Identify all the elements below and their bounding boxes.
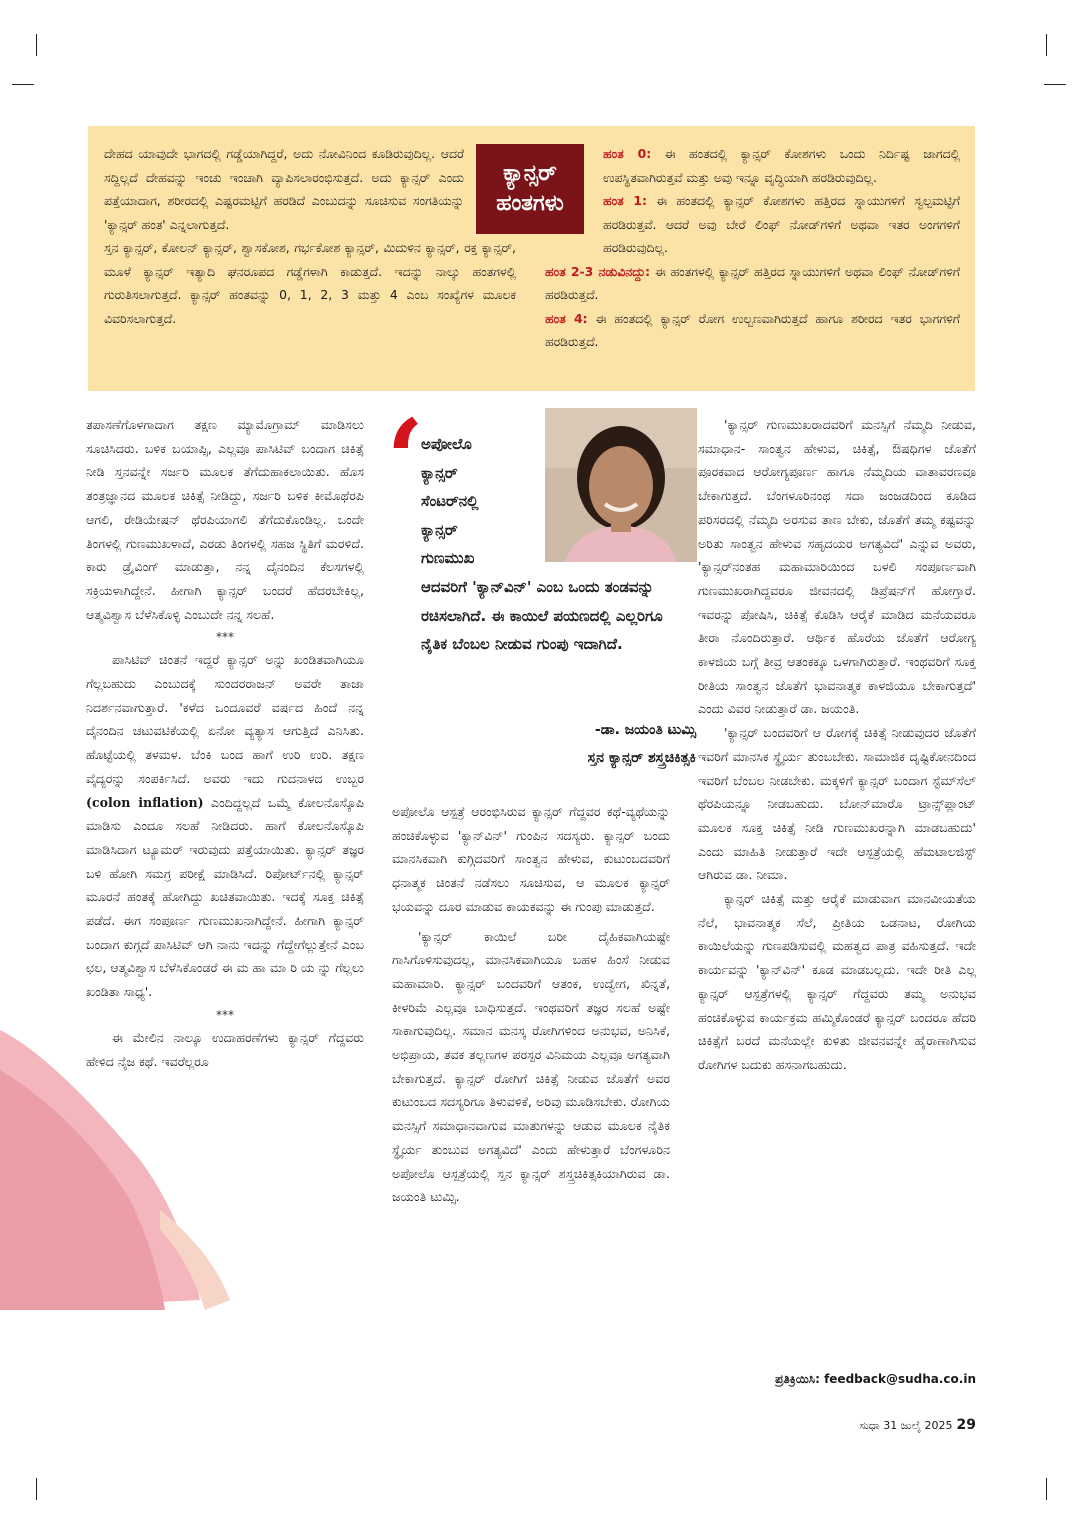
section-separator: *** (216, 1007, 234, 1022)
col3-para2: 'ಕ್ಯಾನ್ಸರ್ ಬಂದವರಿಗೆ ಆ ರೋಗಕ್ಕೆ ಚಿಕಿತ್ಸೆ ನೀಡುವುದರ ಜೊತೆಗೆ ಇವರಿಗೆ ಮಾನಸಿಕ ಸ್ಥೈರ್ಯ ತುಂಬಬೇಕು. ಸಾಮಾಜಿಕ ದೃಷ್ಟಿಕೋನದಿಂದ ಇವರಿಗೆ ಬೆಂಬಲ ನೀಡಬೇಕು. ಮಕ್ಕಳಿಗೆ ಕ್ಯಾನ್ಸರ್ ಬಂದಾಗ ಸ್ಟೆಮ್‌ಸೆಲ್ ಥೆರಪಿಯನ್ನೂ ನೀಡಬಹುದು. ಬೋನ್‌ಮಾರೊ ಟ್ರಾನ್ಸ್‌ಪ್ಲಾಂಟ್ ಮೂಲಕ ಸೂಕ್ತ ಚಿಕಿತ್ಸೆ ನೀಡಿ ಗುಣಮುಖರನ್ನಾಗಿ ಮಾಡಬಹುದು' ಎಂದು ಮಾಹಿತಿ ನೀಡುತ್ತಾರೆ ಇದೇ ಆಸ್ಪತ್ರೆಯಲ್ಲಿ ಹೆಮಟಾಲಜಿಸ್ಟ್ ಆಗಿರುವ ಡಾ. ನೀಮಾ. (698, 725, 976, 883)
stage-4-label: ಹಂತ 4: (545, 310, 588, 326)
crop-mark (1046, 1478, 1047, 1500)
quote-line: ಕ್ಯಾನ್ಸರ್ (421, 463, 458, 482)
quote-line: ಕ್ಯಾನ್ಸರ್ (421, 520, 458, 539)
page-number: 29 (956, 1417, 976, 1433)
page-folio (830, 1417, 976, 1433)
col1-para1: ತಪಾಸಣೆಗೊಳಗಾದಾಗ ತಕ್ಷಣ ಮ್ಯಾಮೊಗ್ರಾಮ್ ಮಾಡಿಸಲು ಸೂಚಿಸಿದರು. ಬಳಿಕ ಬಯಾಪ್ಸಿ, ಎಲ್ಲವೂ ಪಾಸಿಟಿವ್ ಬಂದಾಗ ಚಿಕಿತ್ಸೆ ನೀಡಿ ಸ್ತನವನ್ನೇ ಸರ್ಜರಿ ಮೂಲಕ ತೆಗೆದುಹಾಕಲಾಯಿತು. ಹೊಸ ತಂತ್ರಜ್ಞಾನದ ಮೂಲಕ ಚಿಕಿತ್ಸೆ ನೀಡಿದ್ದು, ಸರ್ಜರಿ ಬಳಿಕ ಕೀಮೊಥೆರಪಿ ಆಗಲಿ, ರೇಡಿಯೇಷನ್ ಥೆರಪಿಯಾಗಲಿ ತೆಗೆದುಕೊಂಡಿಲ್ಲ. ಒಂದೇ ತಿಂಗಳಲ್ಲಿ ಗುಣಮುಖಳಾದೆ, ಎರಡು ತಿಂಗಳಲ್ಲಿ ಸಹಜ ಸ್ಥಿತಿಗೆ ಮರಳಿದೆ. ಕಾರು ಡ್ರೈವಿಂಗ್ ಮಾಡುತ್ತಾ, ನನ್ನ ದೈನಂದಿನ ಕೆಲಸಗಳಲ್ಲಿ ಸಕ್ರಿಯಳಾಗಿದ್ದೇನೆ. ಹೀಗಾಗಿ ಕ್ಯಾನ್ಸರ್ ಬಂದರೆ ಹೆದರಬೇಕಿಲ್ಲ, ಆತ್ಮವಿಶ್ವಾಸ ಬೆಳೆಸಿಕೊಳ್ಳಿ ಎಂಬುದೇ ನನ್ನ ಸಲಹೆ. (86, 417, 364, 622)
stages-list (545, 142, 960, 354)
col1-para3: ಈ ಮೇಲಿನ ನಾಲ್ಕೂ ಉದಾಹರಣೆಗಳು ಕ್ಯಾನ್ಸರ್ ಗೆದ್ದವರು ಹೇಳಿದ ನೈಜ ಕಥೆ. ಇವರೆಲ್ಲರೂ (86, 1029, 364, 1069)
stage-1 (603, 189, 960, 260)
stage-4-text: ಈ ಹಂತದಲ್ಲಿ ಕ್ಯಾನ್ಸರ್ ರೋಗ ಉಲ್ಬಣವಾಗಿರುತ್ತದೆ ಹಾಗೂ ಶರೀರದ ಇತರ ಭಾಗಗಳಿಗೆ ಹರಡಿರುತ್ತದೆ. (545, 310, 960, 349)
crop-mark (12, 84, 34, 85)
stage-0-text: ಈ ಹಂತದಲ್ಲಿ ಕ್ಯಾನ್ಸರ್ ಕೋಶಗಳು ಒಂದು ನಿರ್ದಿಷ್ಟ ಜಾಗದಲ್ಲಿ ಉಪಸ್ಥಿತವಾಗಿರುತ್ತವೆ ಮತ್ತು ಅವು ಇನ್ನೂ ವೃದ್ಧಿಯಾಗಿ ಹರಡಿರುವುದಿಲ್ಲ. (603, 146, 960, 185)
col2-para2: 'ಕ್ಯಾನ್ಸರ್ ಕಾಯಿಲೆ ಬರೀ ದೈಹಿಕವಾಗಿಯಷ್ಟೇ ಗಾಸಿಗೊಳಿಸುವುದಲ್ಲ, ಮಾನಸಿಕವಾಗಿಯೂ ಬಹಳ ಹಿಂಸೆ ನೀಡುವ ಮಹಾಮಾರಿ. ಕ್ಯಾನ್ಸರ್ ಬಂದವರಿಗೆ ಆತಂಕ, ಉದ್ವೇಗ, ಖಿನ್ನತೆ, ಕೀಳರಿಮೆ ಎಲ್ಲವೂ ಬಾಧಿಸುತ್ತದೆ. ಇಂಥವರಿಗೆ ತಜ್ಞರ ಸಲಹೆ ಅಷ್ಟೇ ಸಾಕಾಗುವುದಿಲ್ಲ. ಸಮಾನ ಮನಸ್ಕ ರೋಗಿಗಳಿಂದ ಅನುಭವ, ಅನಿಸಿಕೆ, ಅಭಿಪ್ರಾಯ, ತವಕ ತಲ್ಲಣಗಳ ಪರಸ್ಪರ ವಿನಿಮಯ ಎಲ್ಲವೂ ಅಗತ್ಯವಾಗಿ ಬೇಕಾಗುತ್ತದೆ. ಕ್ಯಾನ್ಸರ್ ರೋಗಿಗೆ ಚಿಕಿತ್ಸೆ ನೀಡುವ ಜೊತೆಗೆ ಅವರ ಕುಟುಂಬದ ಸದಸ್ಯರಿಗೂ ತಿಳುವಳಿಕೆ, ಅರಿವು ಮೂಡಿಸಬೇಕು. ರೋಗಿಯ ಮನಸ್ಸಿಗೆ ಸಮಾಧಾನವಾಗುವ ಮಾತುಗಳನ್ನು ಆಡುವ ಮೂಲಕ ನೈತಿಕ ಸ್ಥೈರ್ಯ ತುಂಬುವ ಅಗತ್ಯವಿದೆ' ಎಂದು ಹೇಳುತ್ತಾರೆ ಬೆಂಗಳೂರಿನ ಅಪೋಲೊ ಆಸ್ಪತ್ರೆಯಲ್ಲಿ ಸ್ತನ ಕ್ಯಾನ್ಸರ್ ಶಸ್ತ್ರಚಿಕಿತ್ಸಕಿಯಾಗಿರುವ ಡಾ. ಜಯಂತಿ ಟುಮ್ಸಿ. (392, 928, 670, 1205)
crop-mark (1046, 34, 1047, 56)
doctor-portrait-photo (545, 408, 697, 562)
quote-line: ಸೆಂಟರ್‌ನಲ್ಲಿ (421, 492, 479, 510)
stage-0 (603, 142, 960, 189)
col1-para2b: ಎಂದಿದ್ದಲ್ಲದೆ ಒಮ್ಮೆ ಕೋಲನೊಸ್ಕೊಪಿ ಮಾಡಿಸು ಎಂದೂ ಸಲಹೆ ನೀಡಿದರು. ಹಾಗೆ ಕೋಲನೊಸ್ಕೊಪಿ ಮಾಡಿಸಿದಾಗ ಟ್ಯೂಮರ್ ಇರುವುದು ಪತ್ತೆಯಾಯಿತು. ಕ್ಯಾನ್ಸರ್ ತಜ್ಞರ ಬಳಿ ಹೋಗಿ ಸಮಗ್ರ ಪರೀಕ್ಷೆ ಮಾಡಿಸಿದೆ. ರಿಪೋರ್ಟ್‌ನಲ್ಲಿ ಕ್ಯಾನ್ಸರ್ ಮೂರನೆ ಹಂತಕ್ಕೆ ಹೋಗಿದ್ದು ಖಚಿತವಾಯಿತು. ಇದಕ್ಕೆ ಸೂಕ್ತ ಚಿಕಿತ್ಸೆ ಪಡೆದೆ. ಈಗ ಸಂಪೂರ್ಣ ಗುಣಮುಖನಾಗಿದ್ದೇನೆ. ಹೀಗಾಗಿ ಕ್ಯಾನ್ಸರ್ ಬಂದಾಗ ಕುಗ್ಗದೆ ಪಾಸಿಟಿವ್ ಆಗಿ ನಾನು ಇದನ್ನು ಗೆದ್ದೇಗೆಲ್ಲುತ್ತೇನೆ ಎಂಬ ಛಲ, ಆತ್ಮವಿಶ್ವಾಸ ಬೆಳೆಸಿಕೊಂಡರೆ ಈ ಮ ಹಾ ಮಾ ರಿ ಯ ನ್ನು ಗೆಲ್ಲಲು ಖಂಡಿತಾ ಸಾಧ್ಯ'. (86, 794, 364, 1000)
quote-line: ಗುಣಮುಖ (421, 549, 475, 567)
crop-mark (1044, 84, 1066, 85)
stages-intro-para1: ದೇಹದ ಯಾವುದೇ ಭಾಗದಲ್ಲಿ ಗಡ್ಡೆಯಾಗಿದ್ದರೆ, ಅದು ನೋವಿನಿಂದ ಕೂಡಿರುವುದಿಲ್ಲ. ಆದರೆ ಸದ್ದಿಲ್ಲದೆ ದೇಹವನ್ನು ಇಂಚು ಇಂಚಾಗಿ ವ್ಯಾಪಿಸಲಾರಂಭಿಸುತ್ತದೆ. ಅದು ಕ್ಯಾನ್ಸರ್ ಎಂದು ಪತ್ತೆಯಾದಾಗ, ಶರೀರದಲ್ಲಿ ಎಷ್ಟರಮಟ್ಟಿಗೆ ಹರಡಿದೆ ಎಂಬುದನ್ನು ಸೂಚಿಸುವ ಸಂಗತಿಯನ್ನು 'ಕ್ಯಾನ್ಸರ್ ಹಂತ' ಎನ್ನಲಾಗುತ್ತದೆ. (104, 146, 464, 232)
feedback-line: ಪ್ರತಿಕ್ರಿಯಿಸಿ: feedback@sudha.co.in (775, 1372, 976, 1386)
col3-para1: 'ಕ್ಯಾನ್ಸರ್ ಗುಣಮುಖರಾದವರಿಗೆ ಮನಸ್ಸಿಗೆ ನೆಮ್ಮದಿ ನೀಡುವ, ಸಮಾಧಾನ- ಸಾಂತ್ವನ ಹೇಳುವ, ಚಿಕಿತ್ಸೆ, ಔಷಧಿಗಳ ಜೊತೆಗೆ ಪೂರಕವಾದ ಆರೋಗ್ಯಪೂರ್ಣ ಹಾಗೂ ನೆಮ್ಮದಿಯ ವಾತಾವರಣವೂ ಬೇಕಾಗುತ್ತದೆ. ಬೆಂಗಳೂರಿನಂಥ ಸದಾ ಜಂಜಡದಿಂದ ಕೂಡಿದ ಪರಿಸರದಲ್ಲಿ ನೆಮ್ಮದಿ ಅರಸುವ ತಾಣ ಬೇಕು, ಜೊತೆಗೆ ತಮ್ಮ ಕಷ್ಟವನ್ನು ಅರಿತು ಸಾಂತ್ವನ ಹೇಳುವ ಸಹೃದಯರ ಅಗತ್ಯವಿದೆ' ಎನ್ನುವ ಅವರು, 'ಕ್ಯಾನ್ಸರ್‌ನಂತಹ ಮಹಾಮಾರಿಯಿಂದ ಬಳಲಿ ಸಂಪೂರ್ಣವಾಗಿ ಗುಣಮುಖರಾಗಿದ್ದವರೂ ಜೀವನದಲ್ಲಿ ಡಿಪ್ರೆಷನ್‌ಗೆ ಹೋಗ್ತಾರೆ. ಇವರನ್ನು ಪೋಷಿಸಿ, ಚಿಕಿತ್ಸೆ ಕೊಡಿಸಿ ಆರೈಕೆ ಮಾಡಿದ ಮನೆಯವರೂ ತೀರಾ ನೊಂದಿರುತ್ತಾರೆ. ಆರ್ಥಿಕ ಹೊರೆಯ ಜೊತೆಗೆ ಆರೋಗ್ಯ ಕಾಳಜಿಯ ಬಗ್ಗೆ ತೀವ್ರ ಆತಂಕಕ್ಕೂ ಒಳಗಾಗಿರುತ್ತಾರೆ. ಇಂಥವರಿಗೆ ಸೂಕ್ತ ರೀತಿಯ ಸಾಂತ್ವನ ಜೊತೆಗೆ ಭಾವನಾತ್ಮಕ ಕಾಳಜಿಯೂ ಬೇಕಾಗುತ್ತದೆ' ಎಂದು ವಿವರ ನೀಡುತ್ತಾರೆ ಡಾ. ಜಯಂತಿ. (698, 417, 976, 717)
col2-para1: ಅಪೋಲೊ ಆಸ್ಪತ್ರೆ ಆರಂಭಿಸಿರುವ ಕ್ಯಾನ್ಸರ್ ಗೆದ್ದವರ ಕಥೆ-ವ್ಯಥೆಯನ್ನು ಹಂಚಿಕೊಳ್ಳುವ 'ಕ್ಯಾನ್‌ವಿನ್' ಗುಂಪಿನ ಸದಸ್ಯರು. ಕ್ಯಾನ್ಸರ್ ಬಂದು ಮಾನಸಿಕವಾಗಿ ಕುಗ್ಗಿದವರಿಗೆ ಸಾಂತ್ವನ ಹೇಳುವ, ಕುಟುಂಬದವರಿಗೆ ಧನಾತ್ಮಕ ಚಿಂತನೆ ನಡೆಸಲು ಸೂಚಿಸುವ, ಆ ಮೂಲಕ ಕ್ಯಾನ್ಸರ್ ಭಯವನ್ನು ದೂರ ಮಾಡುವ ಕಾಯಕವನ್ನು ಈ ಗುಂಪು ಮಾಡುತ್ತದೆ. (392, 804, 670, 914)
stages-title-line2: ಹಂತಗಳು (496, 191, 564, 216)
col1-para2 (86, 648, 364, 1004)
quote-author-title: ಸ್ತನ ಕ್ಯಾನ್ಸರ್ ಶಸ್ತ್ರಚಿಕಿತ್ಸಕಿ (587, 750, 696, 766)
col3-para3: ಕ್ಯಾನ್ಸರ್ ಚಿಕಿತ್ಸೆ ಮತ್ತು ಆರೈಕೆ ಮಾಡುವಾಗ ಮಾನವೀಯತೆಯ ನೆಲೆ, ಭಾವನಾತ್ಮಕ ಸೆಲೆ, ಪ್ರೀತಿಯ ಒಡನಾಟ, ರೋಗಿಯ ಕಾಯಿಲೆಯನ್ನು ಗುಣಪಡಿಸುವಲ್ಲಿ ಮಹತ್ವದ ಪಾತ್ರ ವಹಿಸುತ್ತದೆ. ಇದೇ ಕಾರ್ಯವನ್ನು 'ಕ್ಯಾನ್‌ವಿನ್' ಕೂಡ ಮಾಡಬಲ್ಲದು. ಇದೇ ರೀತಿ ಎಲ್ಲ ಕ್ಯಾನ್ಸರ್ ಆಸ್ಪತ್ರೆಗಳಲ್ಲಿ ಕ್ಯಾನ್ಸರ್ ಗೆದ್ದವರು ತಮ್ಮ ಅನುಭವ ಹಂಚಿಕೊಳ್ಳುವ ಕಾರ್ಯಕ್ರಮ ಹಮ್ಮಿಕೊಂಡರೆ ಕ್ಯಾನ್ಸರ್ ಬಂದರೂ ಹೆದರಿ ಚಿಕಿತ್ಸೆಗೆ ಬರದೆ ಮನೆಯಲ್ಲೇ ಕುಳಿತು ಜೀವನವನ್ನೇ ಹೈರಾಣಾಗಿಸುವ ರೋಗಿಗಳ ಬದುಕು ಹಸನಾಗಬಹುದು. (698, 891, 976, 1072)
stages-title-line1: ಕ್ಯಾನ್ಸರ್ (503, 161, 557, 186)
col1-para2a: ಪಾಸಿಟಿವ್ ಚಿಂತನೆ ಇದ್ದರೆ ಕ್ಯಾನ್ಸರ್ ಅನ್ನು ಖಂಡಿತವಾಗಿಯೂ ಗೆಲ್ಲಬಹುದು ಎಂಬುದಕ್ಕೆ ಸುಂದರರಾಜನ್ ಅವರೇ ತಾಜಾ ನಿದರ್ಶನವಾಗುತ್ತಾರೆ. 'ಕಳೆದ ಒಂದೂವರೆ ವರ್ಷದ ಹಿಂದೆ ನನ್ನ ದೈನಂದಿನ ಚಟುವಟಿಕೆಯಲ್ಲಿ ಏನೋ ವ್ಯತ್ಯಾಸ ಆಗುತ್ತಿದೆ ಎನಿಸಿತು. ಹೊಟ್ಟೆಯಲ್ಲಿ ತಳಮಳ. ಬೆಂಕಿ ಬಂದ ಹಾಗೆ ಉರಿ ಉರಿ. ತಕ್ಷಣ ವೈದ್ಯರನ್ನು ಸಂಪರ್ಕಿಸಿದೆ. ಅವರು ಇದು ಗುದನಾಳದ ಉಬ್ಬರ (86, 652, 364, 786)
folio-text: ಸುಧಾ 31 ಜುಲೈ 2025 (859, 1419, 953, 1432)
article-column-2 (392, 800, 670, 1209)
stage-2-3 (545, 260, 960, 307)
quote-attribution (500, 716, 696, 772)
col1-colon-english: (colon inflation) (86, 794, 204, 810)
section-separator: *** (216, 630, 234, 645)
stage-4 (545, 307, 960, 354)
crop-mark (36, 34, 37, 56)
stage-1-text: ಈ ಹಂತದಲ್ಲಿ ಕ್ಯಾನ್ಸರ್ ಕೋಶಗಳು ಹತ್ತಿರದ ಸ್ನಾಯುಗಳಿಗೆ ಸ್ವಲ್ಪಮಟ್ಟಿಗೆ ಹರಡಿರುತ್ತವೆ. ಆದರೆ ಅವು ಬೇರೆ ಲಿಂಫ್ ನೋಡ್‌ಗಳಿಗೆ ಅಥವಾ ಇತರ ಅಂಗಗಳಿಗೆ ಹರಡಿರುವುದಿಲ್ಲ. (603, 193, 960, 255)
quote-line: ಅಪೋಲೊ (421, 435, 472, 453)
stages-intro (104, 142, 516, 330)
pull-quote-head (421, 430, 539, 573)
article-column-3 (698, 413, 976, 1077)
stages-intro-para2: ಸ್ತನ ಕ್ಯಾನ್ಸರ್, ಕೋಲನ್ ಕ್ಯಾನ್ಸರ್, ಶ್ವಾಸಕೋಶ, ಗರ್ಭಕೋಶ ಕ್ಯಾನ್ಸರ್, ಮಿದುಳಿನ ಕ್ಯಾನ್ಸರ್, ರಕ್ತ ಕ್ಯಾನ್ಸರ್, ಮೂಳೆ ಕ್ಯಾನ್ಸರ್ ಇತ್ಯಾದಿ ಘನರೂಪದ ಗಡ್ಡೆಗಳಾಗಿ ಕಾಡುತ್ತದೆ. ಇದನ್ನು ನಾಲ್ಕು ಹಂತಗಳಲ್ಲಿ ಗುರುತಿಸಲಾಗುತ್ತದೆ. ಕ್ಯಾನ್ಸರ್ ಹಂತವನ್ನು 0, 1, 2, 3 ಮತ್ತು 4 ಎಂಬ ಸಂಖ್ಯೆಗಳ ಮೂಲಕ ವಿವರಿಸಲಾಗುತ್ತದೆ. (104, 240, 516, 326)
pull-quote-body: ಆದವರಿಗೆ 'ಕ್ಯಾನ್‌ವಿನ್' ಎಂಬ ಒಂದು ತಂಡವನ್ನು ರಚಿಸಲಾಗಿದೆ. ಈ ಕಾಯಿಲೆ ಪಯಣದಲ್ಲಿ ಎಲ್ಲರಿಗೂ ನೈತಿಕ ಬೆಂಬಲ ನೀಡುವ ಗುಂಪು ಇದಾಗಿದೆ. (421, 578, 663, 653)
stage-2-3-text: ಈ ಹಂತಗಳಲ್ಲಿ ಕ್ಯಾನ್ಸರ್ ಹತ್ತಿರದ ಸ್ನಾಯುಗಳಿಗೆ ಅಥವಾ ಲಿಂಫ್ ನೋಡ್‌ಗಳಿಗೆ ಹರಡಿರುತ್ತದೆ. (545, 263, 960, 302)
article-column-1 (86, 413, 364, 1073)
crop-mark (36, 1478, 37, 1500)
stage-0-label: ಹಂತ 0: (603, 146, 652, 161)
portrait-illustration (545, 408, 697, 562)
quote-author: -ಡಾ. ಜಯಂತಿ ಟುಮ್ಸಿ (594, 722, 696, 738)
stage-2-3-label: ಹಂತ 2-3 ನಡುವಿನದ್ದು: (545, 263, 651, 279)
stage-1-label: ಹಂತ 1: (603, 193, 647, 208)
quote-mark-icon: ‘ (386, 395, 425, 524)
